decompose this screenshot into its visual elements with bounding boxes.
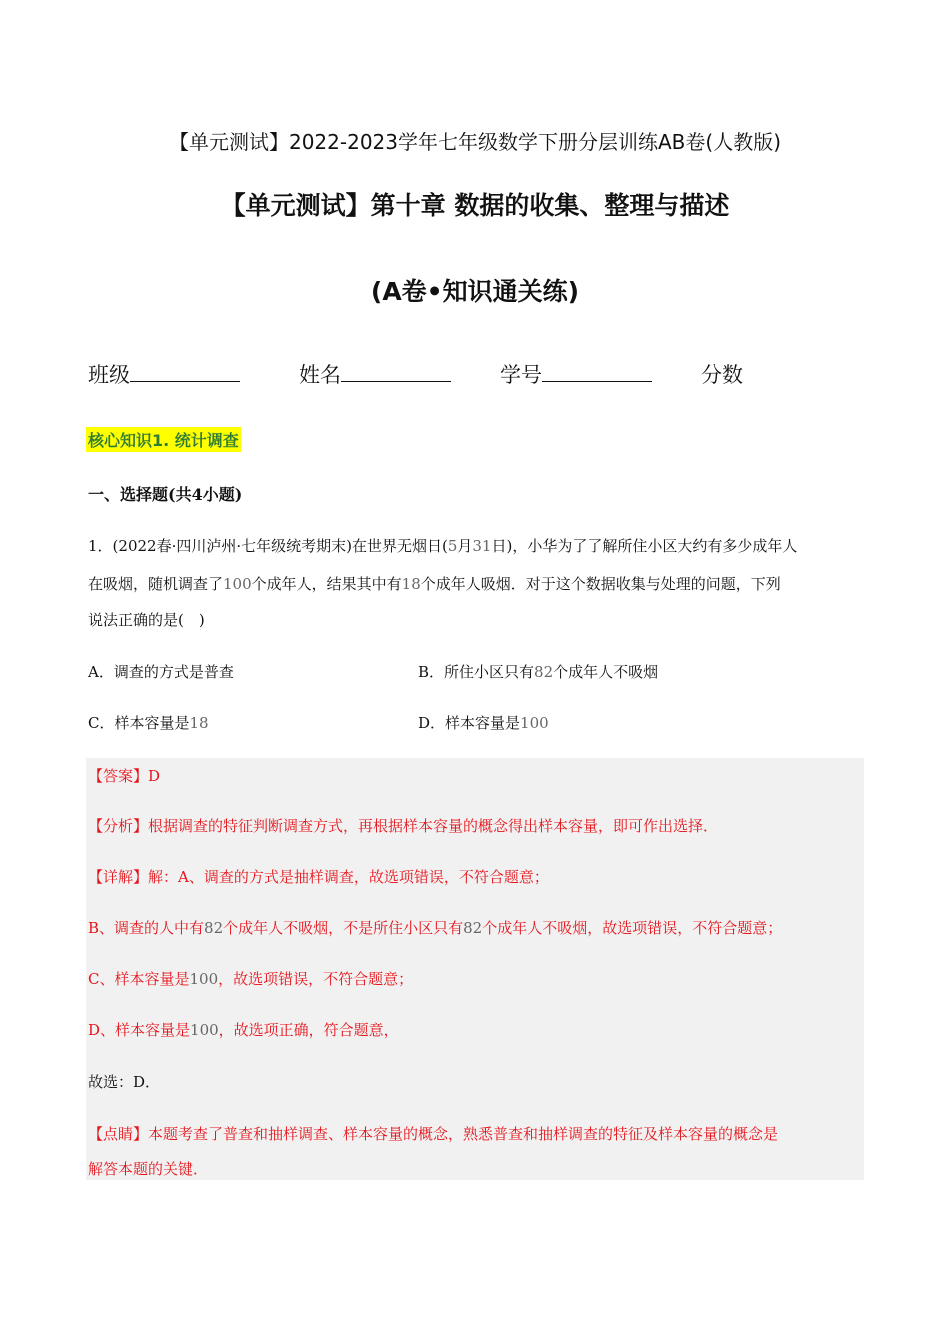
answer-value: D bbox=[148, 767, 161, 785]
section-title: 一、选择题(共4小题) bbox=[88, 485, 243, 504]
math-value: 82 bbox=[204, 919, 224, 937]
detail-line-b bbox=[88, 917, 782, 938]
option-a: A．调查的方式是普查 bbox=[88, 663, 234, 681]
analysis-line bbox=[88, 815, 718, 836]
option-text: 个成年人不吸烟 bbox=[553, 663, 659, 681]
detail-line-c bbox=[88, 968, 413, 989]
math-value: 31 bbox=[472, 537, 492, 555]
id-label: 学号 bbox=[500, 363, 542, 387]
choose-line: 故选：D． bbox=[88, 1073, 161, 1091]
analysis-tag: 【分析】 bbox=[88, 817, 149, 835]
math-value: 100 bbox=[190, 1021, 219, 1039]
question-text: 月 bbox=[457, 537, 473, 555]
detail-text: 个成年人不吸烟，故选项错误，不符合题意； bbox=[482, 919, 783, 937]
math-value: 18 bbox=[189, 714, 209, 732]
detail-line bbox=[88, 866, 549, 887]
class-blank bbox=[130, 361, 240, 382]
detail-text: D、样本容量是 bbox=[88, 1021, 191, 1039]
math-value: 5 bbox=[447, 537, 458, 555]
question-text: 个成年人吸烟．对于这个数据收集与处理的问题，下列 bbox=[420, 575, 781, 593]
math-value: 100 bbox=[189, 970, 219, 988]
series-title: 【单元测试】2022-2023学年七年级数学下册分层训练AB卷(人教版) bbox=[168, 130, 782, 154]
detail-text: ，故选项正确，符合题意， bbox=[218, 1021, 399, 1039]
detail-text: 个成年人不吸烟，不是所住小区只有 bbox=[223, 919, 464, 937]
comment-tag: 【点睛】 bbox=[88, 1125, 149, 1143]
option-text: D．样本容量是 bbox=[418, 714, 521, 732]
answer-tag: 【答案】 bbox=[88, 767, 149, 785]
option-c bbox=[88, 712, 209, 733]
question-text: 在吸烟，随机调查了 bbox=[88, 575, 224, 593]
question-line-2 bbox=[88, 573, 781, 594]
class-label: 班级 bbox=[88, 363, 130, 387]
score-label: 分数 bbox=[701, 363, 743, 387]
question-line-1 bbox=[88, 535, 797, 556]
unit-title: 【单元测试】第十章 数据的收集、整理与描述 bbox=[220, 191, 730, 220]
comment-line-2: 解答本题的关键． bbox=[88, 1160, 209, 1178]
question-text: 1．(2022春·四川泸州·七年级统考期末)在世界无烟日( bbox=[88, 537, 448, 555]
question-text: 个成年人，结果其中有 bbox=[251, 575, 402, 593]
id-field bbox=[500, 359, 652, 389]
comment-text: 本题考查了普查和抽样调查、样本容量的概念，熟悉普查和抽样调查的特征及样本容量的概念是 bbox=[148, 1125, 779, 1143]
detail-text: 解：A、调查的方式是抽样调查，故选项错误，不符合题意； bbox=[148, 868, 549, 886]
option-b bbox=[418, 661, 658, 682]
score-field bbox=[701, 359, 743, 389]
question-text: 日)，小华为了了解所住小区大约有多少成年人 bbox=[491, 537, 798, 555]
knowledge-tag: 核心知识1. 统计调查 bbox=[86, 427, 241, 452]
option-d bbox=[418, 712, 549, 733]
name-label: 姓名 bbox=[299, 363, 341, 387]
volume-title: (A卷•知识通关练) bbox=[370, 277, 580, 306]
math-value: 100 bbox=[520, 714, 549, 732]
detail-line-d bbox=[88, 1019, 399, 1040]
detail-text: B、调查的人中有 bbox=[88, 919, 205, 937]
comment-line-1 bbox=[88, 1123, 778, 1144]
question-line-3: 说法正确的是( ) bbox=[88, 611, 205, 629]
option-text: C．样本容量是 bbox=[88, 714, 190, 732]
class-field bbox=[88, 359, 240, 389]
math-value: 100 bbox=[223, 575, 252, 593]
id-blank bbox=[542, 361, 652, 382]
math-value: 82 bbox=[534, 663, 554, 681]
detail-text: ，故选项错误，不符合题意； bbox=[218, 970, 414, 988]
option-text: B．所住小区只有 bbox=[418, 663, 535, 681]
detail-text: C、样本容量是 bbox=[88, 970, 190, 988]
math-value: 18 bbox=[401, 575, 421, 593]
answer-line bbox=[88, 765, 160, 786]
name-blank bbox=[341, 361, 451, 382]
detail-tag: 【详解】 bbox=[88, 868, 149, 886]
name-field bbox=[299, 359, 451, 389]
analysis-text: 根据调查的特征判断调查方式，再根据样本容量的概念得出样本容量，即可作出选择． bbox=[148, 817, 719, 835]
math-value: 82 bbox=[463, 919, 483, 937]
